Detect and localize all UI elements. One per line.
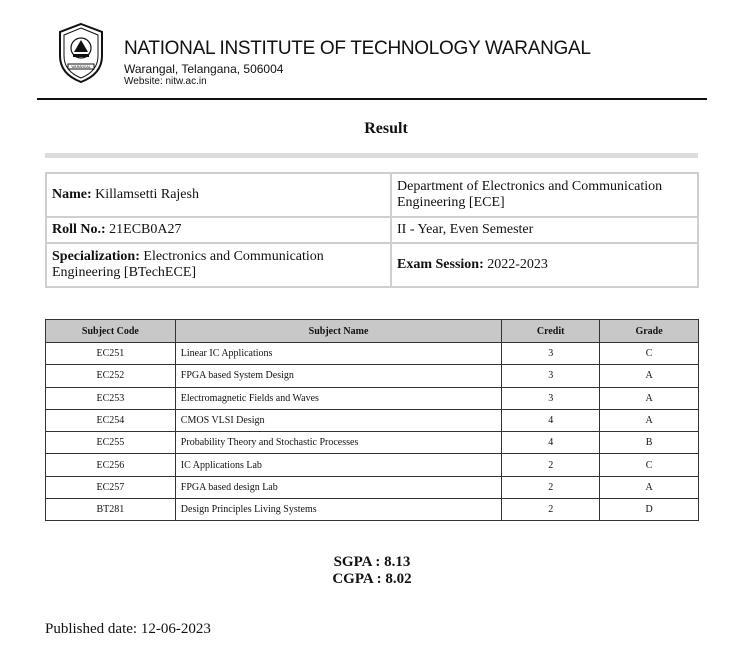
subject-name: Probability Theory and Stochastic Processes: [175, 432, 501, 454]
credit: 3: [502, 343, 600, 365]
session-cell: [391, 243, 698, 287]
grade: D: [600, 499, 699, 521]
subject-code: EC255: [46, 432, 176, 454]
roll-value: 21ECB0A27: [109, 222, 182, 237]
credit: 4: [502, 409, 600, 431]
credit: 2: [502, 454, 600, 476]
subject-code: BT281: [46, 499, 176, 521]
subject-name: FPGA based System Design: [175, 365, 501, 387]
subject-name: Linear IC Applications: [175, 343, 501, 365]
year-semester-cell: II - Year, Even Semester: [391, 217, 698, 243]
subject-code: EC254: [46, 409, 176, 431]
column-header-subject-name: Subject Name: [175, 320, 501, 343]
roll-label: Roll No.:: [52, 222, 106, 237]
institute-address: Warangal, Telangana, 506004: [124, 62, 284, 76]
table-row: [46, 343, 699, 365]
subject-code: EC257: [46, 476, 176, 498]
grade: A: [600, 365, 699, 387]
cgpa-value: CGPA : 8.02: [332, 571, 412, 587]
table-row: [46, 454, 699, 476]
grade: A: [600, 387, 699, 409]
subject-name: FPGA based design Lab: [175, 476, 501, 498]
page-title: Result: [364, 120, 408, 137]
grades-table: [45, 319, 699, 521]
name-cell: [46, 173, 391, 217]
department-cell: Department of Electronics and Communication Engineering [ECE]: [391, 173, 698, 217]
credit: 4: [502, 432, 600, 454]
table-row: [46, 476, 699, 498]
published-date: Published date: 12-06-2023: [45, 621, 211, 637]
grade: B: [600, 432, 699, 454]
roll-cell: [46, 217, 391, 243]
session-label: Exam Session:: [397, 257, 484, 272]
student-info-table: [45, 172, 699, 288]
nitw-emblem-icon: [56, 22, 106, 84]
name-label: Name:: [52, 187, 92, 202]
subject-name: CMOS VLSI Design: [175, 409, 501, 431]
subject-code: EC253: [46, 387, 176, 409]
specialization-value: Electronics and Communication Engineering [BTechECE]: [52, 249, 324, 280]
column-header-credit: Credit: [502, 320, 600, 343]
subject-code: EC256: [46, 454, 176, 476]
credit: 2: [502, 476, 600, 498]
name-value: Killamsetti Rajesh: [95, 187, 199, 202]
table-row: [46, 387, 699, 409]
table-row: [46, 365, 699, 387]
subject-name: Design Principles Living Systems: [175, 499, 501, 521]
subject-code: EC251: [46, 343, 176, 365]
column-header-grade: Grade: [600, 320, 699, 343]
table-row: [46, 499, 699, 521]
credit: 3: [502, 365, 600, 387]
info-row: [46, 173, 698, 217]
grade: A: [600, 476, 699, 498]
subject-code: EC252: [46, 365, 176, 387]
specialization-cell: [46, 243, 391, 287]
header-divider: [37, 98, 707, 100]
institute-website: Website: nitw.ac.in: [124, 76, 207, 87]
grade: A: [600, 409, 699, 431]
subject-name: IC Applications Lab: [175, 454, 501, 476]
session-value: 2022-2023: [487, 257, 548, 272]
table-row: [46, 432, 699, 454]
table-row: [46, 409, 699, 431]
column-header-subject-code: Subject Code: [46, 320, 176, 343]
info-row: [46, 243, 698, 287]
credit: 3: [502, 387, 600, 409]
grades-header-row: [46, 320, 699, 343]
info-row: [46, 217, 698, 243]
specialization-label: Specialization:: [52, 249, 140, 264]
institute-name: NATIONAL INSTITUTE OF TECHNOLOGY WARANGAL: [124, 38, 591, 59]
sgpa-value: SGPA : 8.13: [333, 554, 411, 570]
credit: 2: [502, 499, 600, 521]
subject-name: Electromagnetic Fields and Waves: [175, 387, 501, 409]
grade: C: [600, 343, 699, 365]
logo-text: WARANGAL: [71, 65, 91, 69]
title-divider: [45, 153, 698, 158]
grade: C: [600, 454, 699, 476]
